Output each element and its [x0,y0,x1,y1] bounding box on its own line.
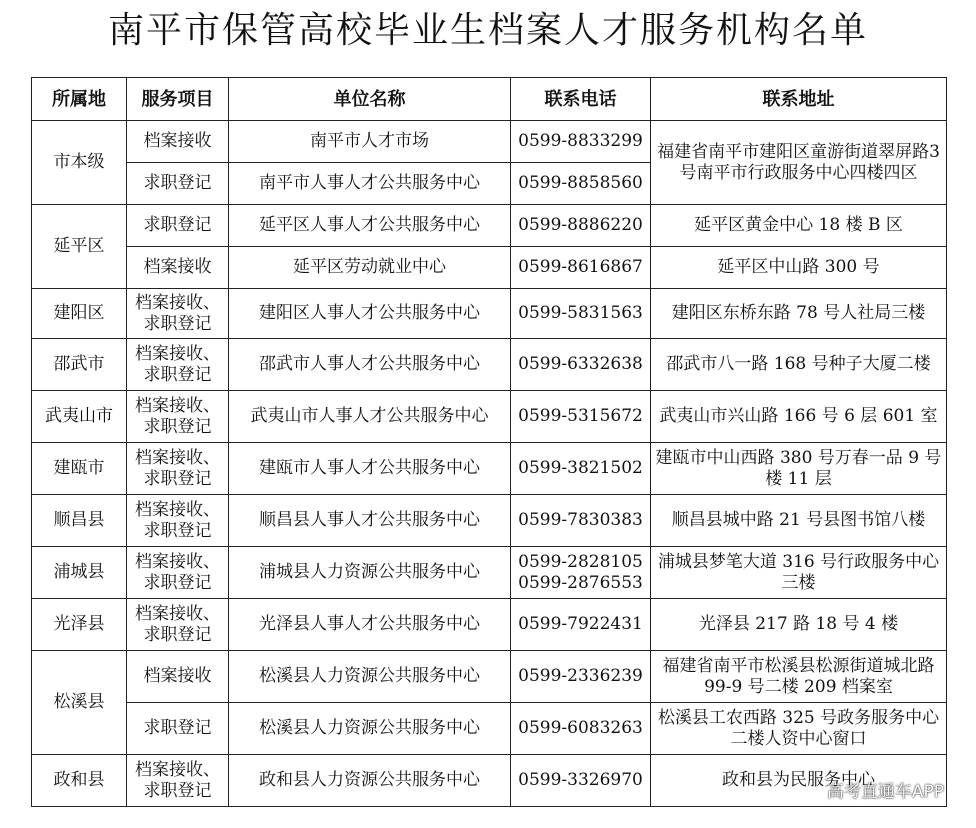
service-cell: 档案接收、求职登记 [127,599,229,651]
unit-cell: 政和县人力资源公共服务中心 [229,755,511,807]
unit-cell: 建瓯市人事人才公共服务中心 [229,443,511,495]
table-row [32,703,947,755]
service-cell: 档案接收、求职登记 [127,755,229,807]
header-service: 服务项目 [127,78,229,121]
unit-cell: 南平市人才市场 [229,121,511,163]
address-cell: 邵武市八一路 168 号种子大厦二楼 [651,339,947,391]
table-header-row [32,78,947,121]
table-row [32,247,947,289]
phone-cell: 0599-3821502 [511,443,651,495]
phone-cell: 0599-5831563 [511,289,651,339]
service-cell: 求职登记 [127,703,229,755]
service-cell: 求职登记 [127,205,229,247]
unit-cell: 延平区劳动就业中心 [229,247,511,289]
table-row [32,289,947,339]
address-cell: 武夷山市兴山路 166 号 6 层 601 室 [651,391,947,443]
area-cell: 市本级 [32,121,127,205]
address-cell: 政和县为民服务中心 [651,755,947,807]
area-cell: 光泽县 [32,599,127,651]
table-row [32,599,947,651]
unit-cell: 延平区人事人才公共服务中心 [229,205,511,247]
phone-cell: 0599-3326970 [511,755,651,807]
phone-cell: 0599-8886220 [511,205,651,247]
area-cell: 建瓯市 [32,443,127,495]
table-row [32,443,947,495]
service-cell: 档案接收、求职登记 [127,495,229,547]
service-cell: 档案接收、求职登记 [127,391,229,443]
service-cell: 档案接收 [127,651,229,703]
phone-line: 0599-2828105 [518,551,643,572]
address-cell: 建阳区东桥东路 78 号人社局三楼 [651,289,947,339]
unit-cell: 顺昌县人事人才公共服务中心 [229,495,511,547]
institution-table [31,77,947,807]
unit-cell: 邵武市人事人才公共服务中心 [229,339,511,391]
table-row [32,547,947,599]
table-row [32,651,947,703]
area-cell: 延平区 [32,205,127,289]
table-row [32,205,947,247]
unit-cell: 松溪县人力资源公共服务中心 [229,703,511,755]
area-cell: 顺昌县 [32,495,127,547]
area-cell: 建阳区 [32,289,127,339]
unit-cell: 南平市人事人才公共服务中心 [229,163,511,205]
phone-line: 0599-2876553 [518,572,643,593]
address-cell: 光泽县 217 路 18 号 4 楼 [651,599,947,651]
area-cell: 浦城县 [32,547,127,599]
address-cell: 福建省南平市建阳区童游街道翠屏路3号南平市行政服务中心四楼四区 [651,121,947,205]
header-unit: 单位名称 [229,78,511,121]
area-cell: 政和县 [32,755,127,807]
table-row [32,495,947,547]
area-cell: 武夷山市 [32,391,127,443]
header-address: 联系地址 [651,78,947,121]
phone-cell: 0599-8616867 [511,247,651,289]
phone-cell: 0599-7922431 [511,599,651,651]
unit-cell: 浦城县人力资源公共服务中心 [229,547,511,599]
unit-cell: 建阳区人事人才公共服务中心 [229,289,511,339]
service-cell: 档案接收、求职登记 [127,443,229,495]
service-cell: 求职登记 [127,163,229,205]
address-cell: 松溪县工农西路 325 号政务服务中心二楼人资中心窗口 [651,703,947,755]
phone-cell: 0599-6083263 [511,703,651,755]
phone-cell [511,547,651,599]
service-cell: 档案接收、求职登记 [127,547,229,599]
address-cell: 建瓯市中山西路 380 号万春一品 9 号楼 11 层 [651,443,947,495]
address-cell: 福建省南平市松溪县松源街道城北路 99-9 号二楼 209 档案室 [651,651,947,703]
table-row [32,121,947,163]
address-cell: 顺昌县城中路 21 号县图书馆八楼 [651,495,947,547]
unit-cell: 武夷山市人事人才公共服务中心 [229,391,511,443]
service-cell: 档案接收、求职登记 [127,289,229,339]
service-cell: 档案接收 [127,247,229,289]
unit-cell: 光泽县人事人才公共服务中心 [229,599,511,651]
watermark-text: 高考直通车APP [826,782,944,802]
address-cell: 浦城县梦笔大道 316 号行政服务中心三楼 [651,547,947,599]
table-row [32,391,947,443]
table-row [32,755,947,807]
service-cell: 档案接收 [127,121,229,163]
phone-cell: 0599-5315672 [511,391,651,443]
phone-cell: 0599-2336239 [511,651,651,703]
service-cell: 档案接收、求职登记 [127,339,229,391]
header-phone: 联系电话 [511,78,651,121]
phone-cell: 0599-8833299 [511,121,651,163]
phone-cell: 0599-8858560 [511,163,651,205]
phone-cell: 0599-7830383 [511,495,651,547]
address-cell: 延平区黄金中心 18 楼 B 区 [651,205,947,247]
area-cell: 邵武市 [32,339,127,391]
phone-cell: 0599-6332638 [511,339,651,391]
table-row [32,339,947,391]
area-cell: 松溪县 [32,651,127,755]
unit-cell: 松溪县人力资源公共服务中心 [229,651,511,703]
header-area: 所属地 [32,78,127,121]
page-title: 南平市保管高校毕业生档案人才服务机构名单 [107,10,868,51]
address-cell: 延平区中山路 300 号 [651,247,947,289]
